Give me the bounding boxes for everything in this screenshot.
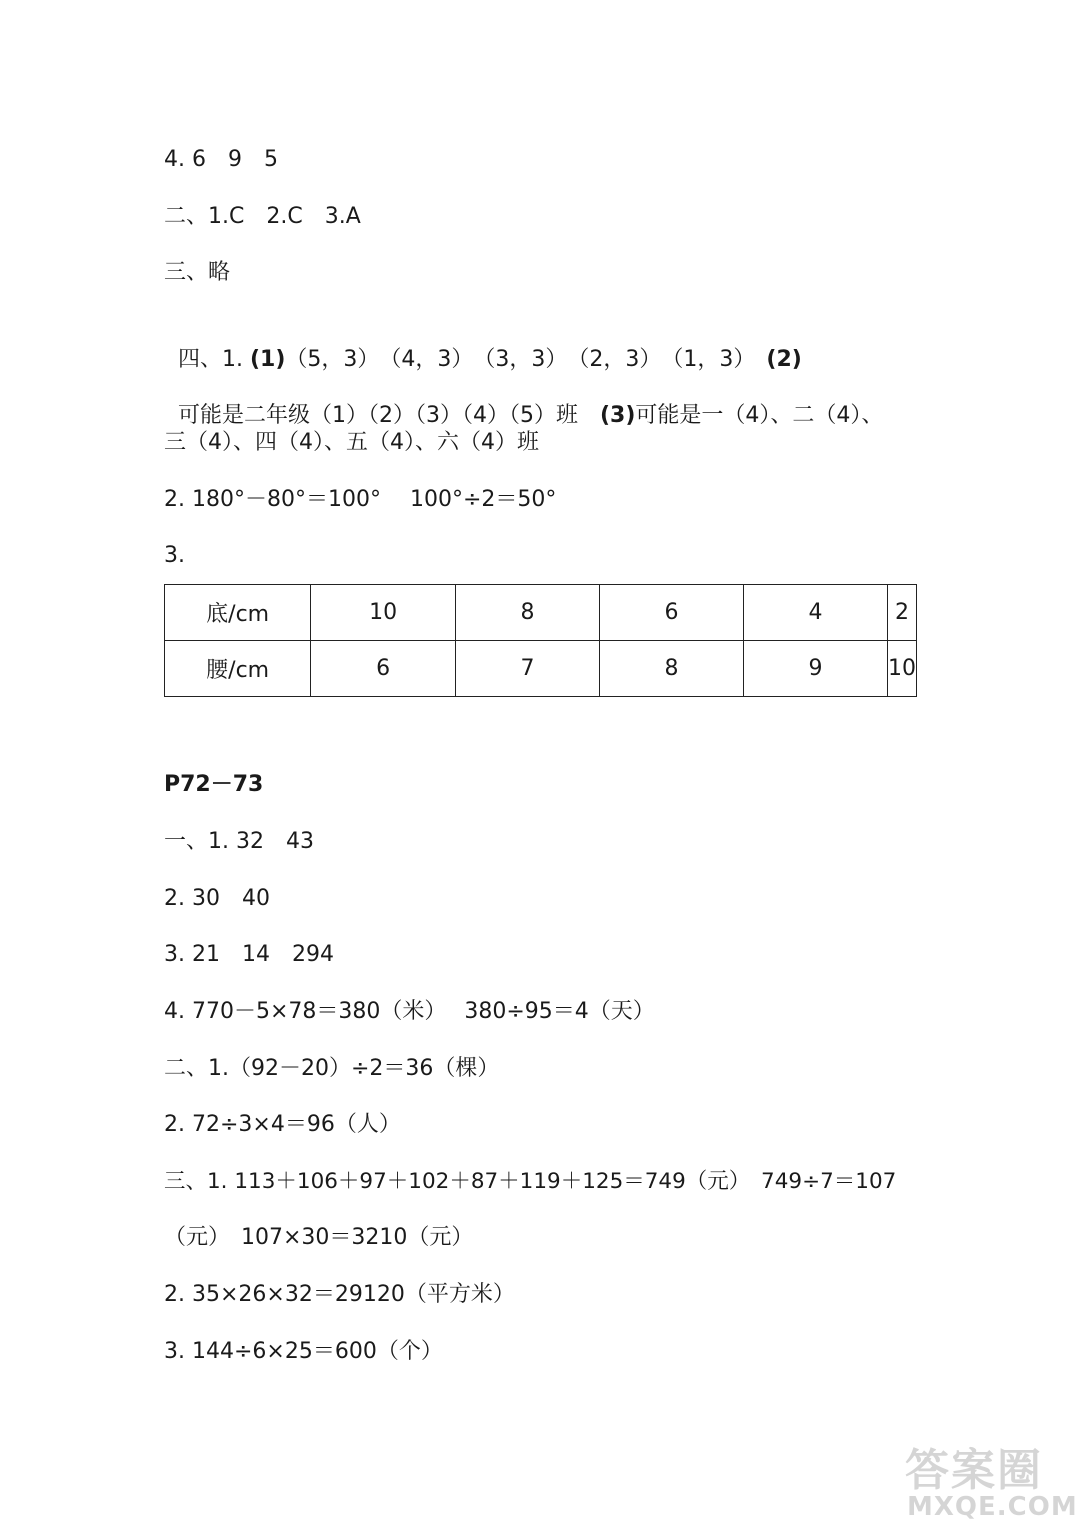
answer-line: 3. 21 14 294 [164, 942, 334, 967]
answer-line: 4. 770－5×78＝380（米） 380÷95＝4（天） [164, 999, 655, 1024]
answer-text: 可能是一（4）、二（4）、 [635, 403, 884, 428]
subquestion-marker-2: (2) [766, 347, 802, 372]
table-cell: 底/cm [165, 585, 311, 641]
answer-line: 三、1. 113＋106＋97＋102＋87＋119＋125＝749（元） 749÷7＝107 [164, 1169, 897, 1194]
answer-line: 二、1.（92－20）÷2＝36（棵） [164, 1056, 500, 1081]
table-cell: 9 [743, 641, 887, 697]
table-cell: 7 [455, 641, 599, 697]
answer-line: 3. 144÷6×25＝600（个） [164, 1339, 443, 1364]
answer-table [164, 584, 917, 697]
answer-line-part2: 二、1.C 2.C 3.A [164, 204, 361, 229]
table-cell: 4 [743, 585, 887, 641]
answer-line: （元） 107×30＝3210（元） [164, 1225, 474, 1250]
answer-line-part4-q1 [164, 315, 802, 375]
answer-line-part3: 三、略 [164, 260, 231, 285]
answer-line: 2. 35×26×32＝29120（平方米） [164, 1282, 515, 1307]
answer-prefix: 四、1. [178, 347, 250, 372]
table-cell: 腰/cm [165, 641, 311, 697]
table-cell: 10 [311, 585, 456, 641]
answer-line: 2. 30 40 [164, 886, 270, 911]
coordinate-list: （5，3） （4，3） （3，3） （2，3） （1，3） [285, 347, 767, 372]
table-row [165, 641, 917, 697]
answer-text: 可能是二年级（1）（2）（3）（4）（5）班 [178, 403, 600, 428]
table-cell: 6 [599, 585, 743, 641]
answer-line: 一、1. 32 43 [164, 829, 314, 854]
answer-line-q2: 2. 180°－80°＝100° 100°÷2＝50° [164, 487, 557, 512]
page-range-heading: P72－73 [164, 772, 264, 797]
answer-line-part4-cont [164, 371, 883, 431]
subquestion-marker-1: (1) [249, 347, 286, 372]
answer-line-q3: 3. [164, 543, 185, 568]
watermark-text: 答案圈 [905, 1445, 1043, 1496]
watermark-url: MXQE.COM [907, 1492, 1078, 1522]
table-cell: 8 [599, 641, 743, 697]
answer-line-part4-cont2: 三（4）、四（4）、五（4）、六（4）班 [164, 430, 539, 455]
table-cell: 2 [887, 585, 916, 641]
answer-line: 2. 72÷3×4＝96（人） [164, 1112, 401, 1137]
table-cell: 6 [311, 641, 456, 697]
table-cell: 10 [887, 641, 916, 697]
watermark-logo [905, 1432, 1078, 1524]
table-cell: 8 [455, 585, 599, 641]
table-row [165, 585, 917, 641]
answer-line-4: 4. 6 9 5 [164, 147, 278, 172]
subquestion-marker-3: (3) [600, 403, 636, 428]
